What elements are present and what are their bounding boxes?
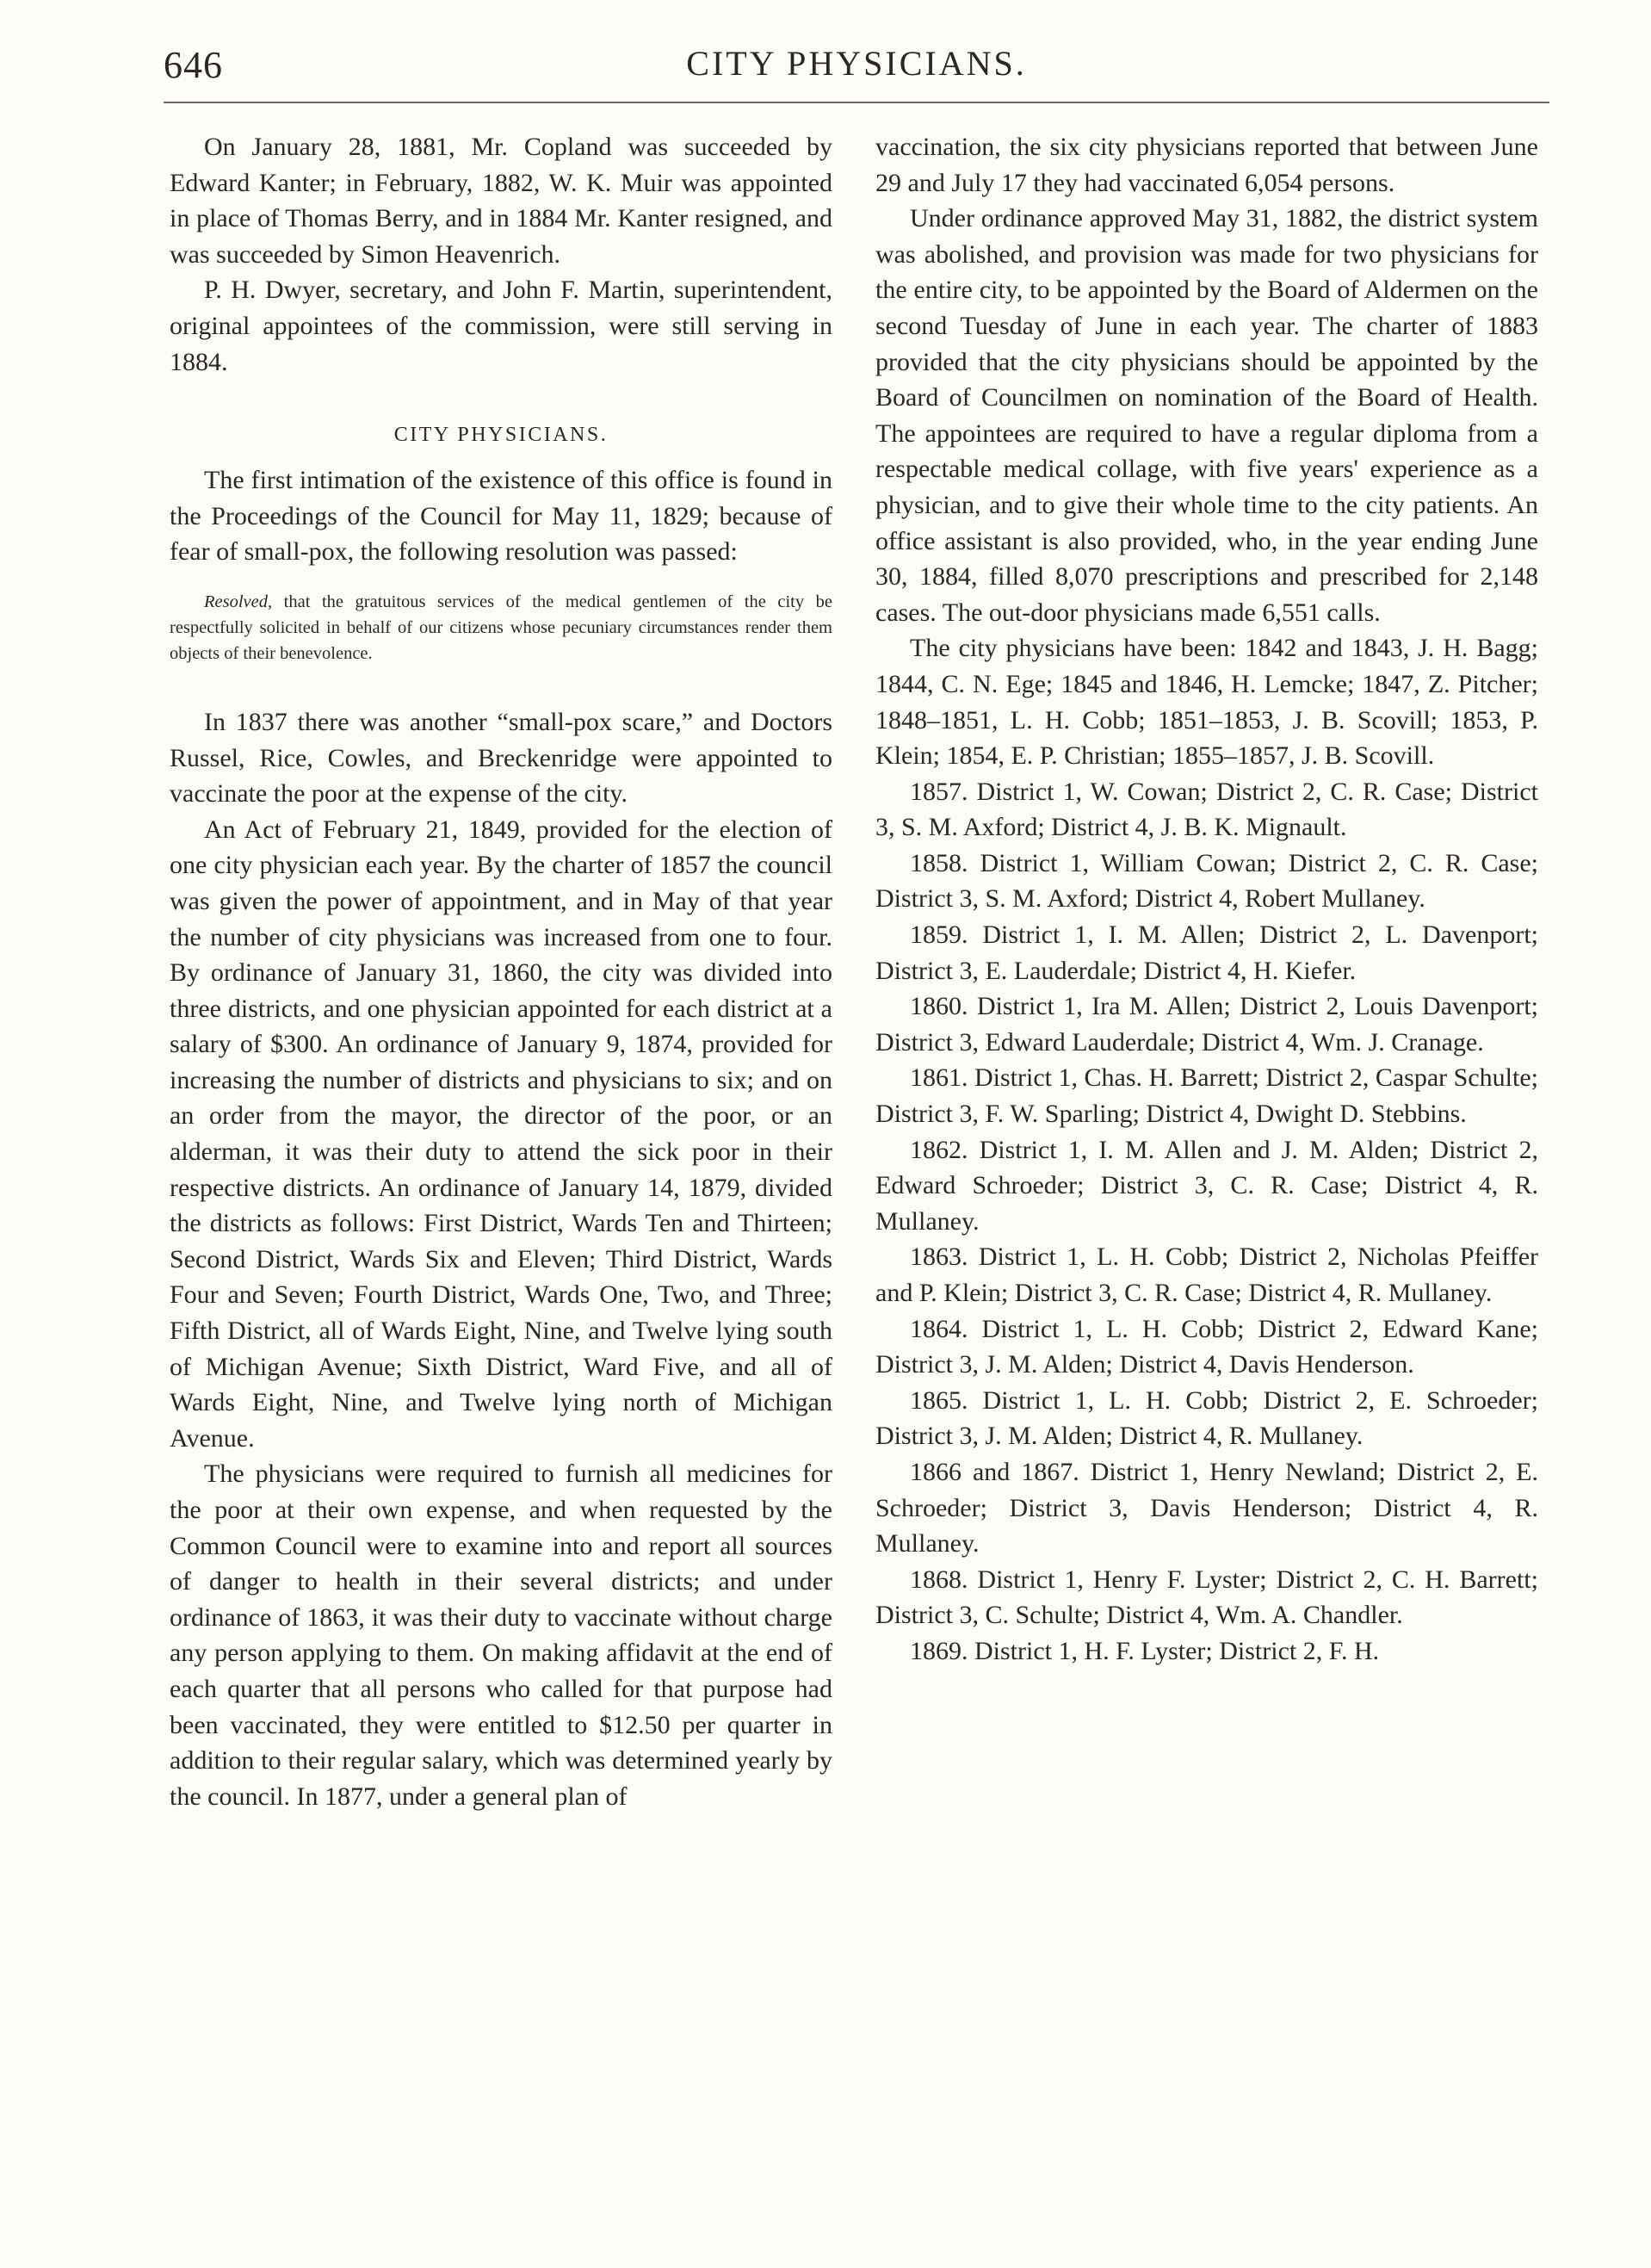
paragraph: In 1837 there was another “small-pox scare,” and Doctors Russel, Rice, Cowles, and Breckenridge were appointed to vaccinate the poor at the expense of the city. xyxy=(170,707,832,809)
year-entry: 1864. District 1, L. H. Cobb; District 2, Edward Kane; District 3, J. M. Alden; District 4, Davis Henderson. xyxy=(875,1314,1538,1379)
quote-lead: Resolved, xyxy=(204,592,273,611)
header-rule xyxy=(164,102,1549,103)
year-entry: 1868. District 1, Henry F. Lyster; District 2, C. H. Barrett; District 3, C. Schulte; District 4, Wm. A. Chandler. xyxy=(875,1565,1538,1630)
page-header xyxy=(164,43,1549,103)
year-entry: 1858. District 1, William Cowan; District 2, C. R. Case; District 3, S. M. Axford; District 4, Robert Mullaney. xyxy=(875,848,1538,914)
year-entry: 1859. District 1, I. M. Allen; District 2, L. Davenport; District 3, E. Lauderdale; District 4, H. Kiefer. xyxy=(875,920,1538,985)
page-number: 646 xyxy=(164,44,223,86)
paragraph: The first intimation of the existence of this office is found in the Proceedings of the Council for May 11, 1829; because of fear of small-pox, the following resolution was passed: xyxy=(170,466,832,567)
year-entry: 1860. District 1, Ira M. Allen; District 2, Louis Davenport; District 3, Edward Lauderdale; District 4, Wm. J. Cranage. xyxy=(875,992,1538,1057)
paragraph: The city physicians have been: 1842 and 1843, J. H. Bagg; 1844, C. N. Ege; 1845 and 1846, H. Lemcke; 1847, Z. Pitcher; 1848–1851, L. H. Cobb; 1851–1853, J. B. Scovill; 1853, P. Klein; 1854, E. P. Christian; 1855–1857, J. B. Scovill. xyxy=(875,634,1538,771)
left-column xyxy=(170,129,832,1814)
paragraph: Under ordinance approved May 31, 1882, the district system was abolished, and provision was made for two physicians for the entire city, to be appointed by the Board of Aldermen on the second Tuesday of June in each year. The charter of 1883 provided that the city physicians should be appointed by the Board of Councilmen on nomination of the Board of Health. The appointees are required to have a regular diploma from a respectable medical collage, with five years' experience as a physician, and to give their whole time to the city patients. An office assistant is also provided, who, in the year ending June 30, 1884, filled 8,070 prescriptions and prescribed for 2,148 cases. The out-door physicians made 6,551 calls. xyxy=(875,204,1538,627)
paragraph: P. H. Dwyer, secretary, and John F. Martin, superintendent, original appointees of the commission, were still serving in 1884. xyxy=(170,276,832,376)
year-entry: 1865. District 1, L. H. Cobb; District 2, E. Schroeder; District 3, J. M. Alden; District 4, R. Mullaney. xyxy=(875,1385,1538,1451)
paragraph: On January 28, 1881, Mr. Copland was succeeded by Edward Kanter; in February, 1882, W. K. Muir was appointed in place of Thomas Berry, and in 1884 Mr. Kanter resigned, and was succeeded by Simon Heavenrich. xyxy=(170,133,832,269)
paragraph: The physicians were required to furnish all medicines for the poor at their own expense, and when requested by the Common Council were to examine into and report all sources of danger to health in their several districts; and under ordinance of 1863, it was their duty to vaccinate without charge any person applying to them. On making affidavit at the end of each quarter that all persons who called for that purpose had been vaccinated, they were entitled to $12.50 per quarter in addition to their regular salary, which was determined yearly by the council. In 1877, under a general plan of xyxy=(170,1459,832,1811)
running-title: CITY PHYSICIANS. xyxy=(686,44,1027,83)
block-quote xyxy=(170,589,832,666)
year-entry: 1869. District 1, H. F. Lyster; District 2, F. H. xyxy=(910,1636,1380,1665)
year-entry: 1861. District 1, Chas. H. Barrett; District 2, Caspar Schulte; District 3, F. W. Sparling; District 4, Dwight D. Stebbins. xyxy=(875,1063,1538,1129)
year-entry: 1862. District 1, I. M. Allen and J. M. Alden; District 2, Edward Schroeder; District 3, C. R. Case; District 4, R. Mullaney. xyxy=(875,1135,1538,1236)
year-entry: 1863. District 1, L. H. Cobb; District 2, Nicholas Pfeiffer and P. Klein; District 3, C. R. Case; District 4, R. Mullaney. xyxy=(875,1242,1538,1307)
right-column xyxy=(875,129,1538,1670)
year-entry: 1857. District 1, W. Cowan; District 2, C. R. Case; District 3, S. M. Axford; District 4, J. B. K. Mignault. xyxy=(875,777,1538,842)
paragraph: An Act of February 21, 1849, provided for the election of one city physician each year. By the charter of 1857 the council was given the power of appointment, and in May of that year the number of city physicians was increased from one to four. By ordinance of January 31, 1860, the city was divided into three districts, and one physician appointed for each district at a salary of $300. An ordinance of January 9, 1874, provided for increasing the number of districts and physicians to six; and on an order from the mayor, the director of the poor, or an alderman, it was their duty to attend the sick poor in their respective districts. An ordinance of January 14, 1879, divided the districts as follows: First District, Wards Ten and Thirteen; Second District, Wards Six and Eleven; Third District, Wards Four and Seven; Fourth District, Wards One, Two, and Three; Fifth District, all of Wards Eight, Nine, and Twelve lying south of Michigan Avenue; Sixth District, Ward Five, and all of Wards Eight, Nine, and Twelve lying north of Michigan Avenue. xyxy=(170,815,832,1453)
section-heading: CITY PHYSICIANS. xyxy=(393,424,609,447)
quote-text: that the gratuitous services of the medical gentlemen of the city be respectfully solicited in behalf of our citizens whose pecuniary circumstances render them objects of their benevolence. xyxy=(170,592,832,663)
paragraph: vaccination, the six city physicians reported that between June 29 and July 17 they had vaccinated 6,054 persons. xyxy=(875,133,1538,197)
year-entry: 1866 and 1867. District 1, Henry Newland; District 2, E. Schroeder; District 3, Davis Henderson; District 4, R. Mullaney. xyxy=(875,1457,1538,1558)
